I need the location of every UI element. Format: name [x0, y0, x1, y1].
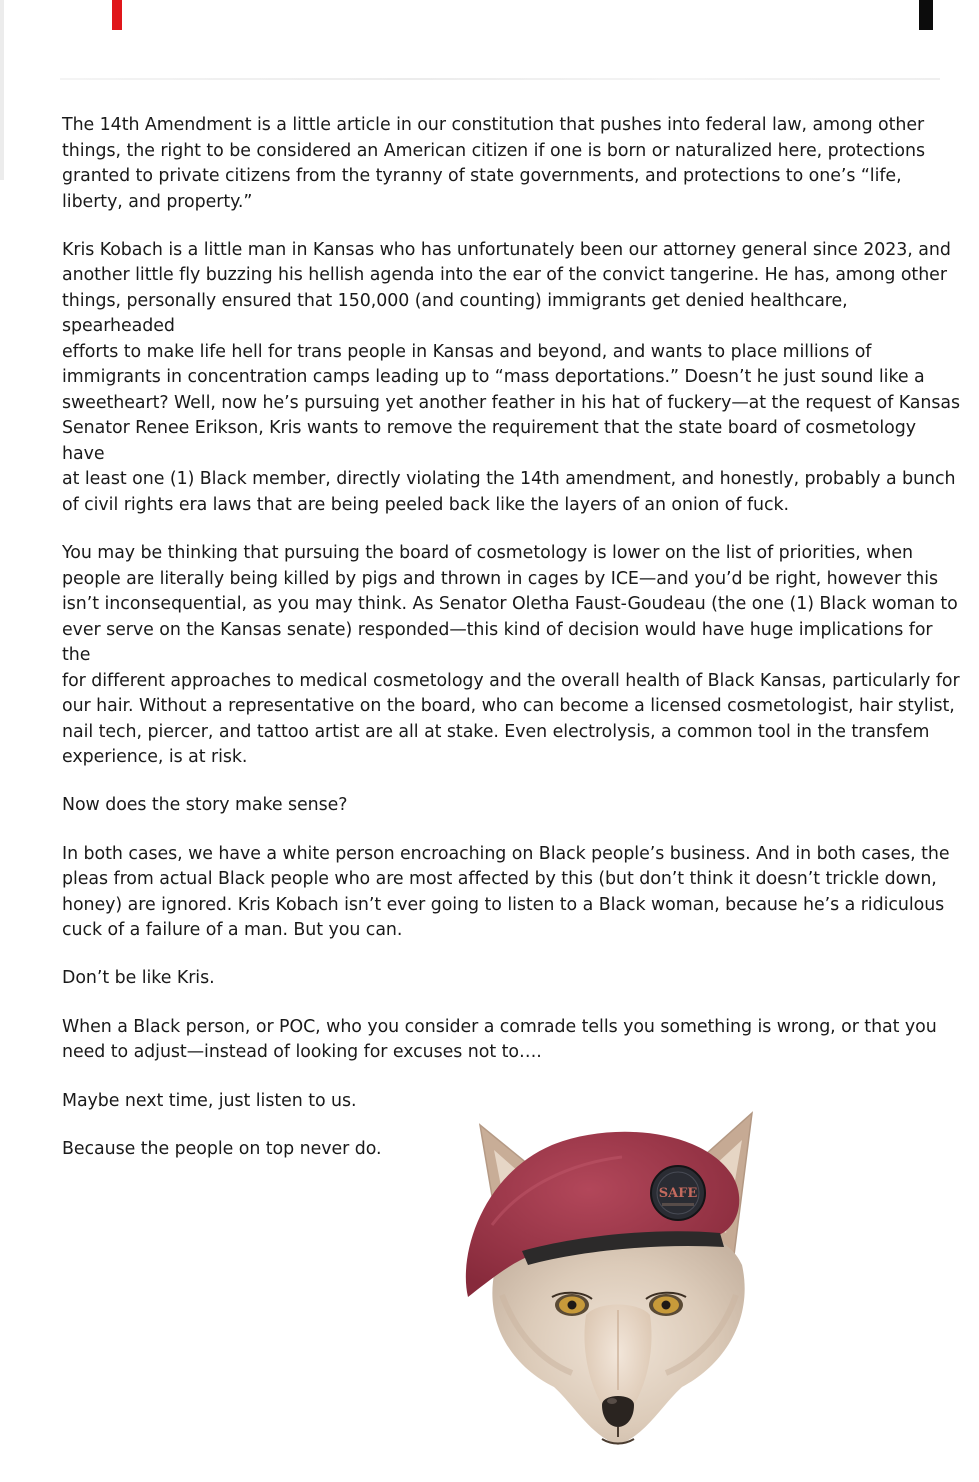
paragraph-14th-amendment: The 14th Amendment is a little article in our constitution that pushes into federal law, among other things, the right to be considered an American citizen if one is born or naturalized here, protections granted to private citizens from the tyranny of state governments, and protections to one’s “life, liberty, and property.”	[62, 115, 925, 212]
paragraph-both-cases: In both cases, we have a white person encroaching on Black people’s business. And in both cases, the pleas from actual Black people who are most affected by this (but don’t think it doesn’t trickle down, honey) are ignored. Kris Kobach isn’t ever going to listen to a Black woman, because he’s a ridiculous cuck of a failure of a man. But you can.	[62, 843, 950, 941]
article-body	[62, 113, 962, 1185]
beret-badge-text: SAFE	[658, 1186, 698, 1201]
header-divider	[60, 78, 940, 80]
paragraph-kris-kobach: Kris Kobach is a little man in Kansas who has unfortunately been our attorney general since 2023, and another little fly buzzing his hellish agenda into the ear of the convict tangerine. He has, among other things, personally ensured that 150,000 (and counting) immigrants get denied healthcare, spearheaded efforts to make life hell for trans people in Kansas and beyond, and wants to place millions of immigrants in concentration camps leading up to “mass deportations.” Doesn’t he just sound like a sweetheart? Well, now he’s pursuing yet another feather in his hat of fuckery—at the request of Kansas Senator Renee Erikson, Kris wants to remove the requirement that the state board of cosmetology have at least one (1) Black member, directly violating the 14th amendment, and honestly, probably a bunch of civil rights era laws that are being peeled back like the layers of an onion of fuck.	[62, 239, 961, 515]
paragraph-cosmetology-board: You may be thinking that pursuing the board of cosmetology is lower on the list of priorities, when people are literally being killed by pigs and thrown in cages by ICE—and you’d be right, however this isn’t inconsequential, as you may think. As Senator Oletha Faust-Goudeau (the one (1) Black woman to ever serve on the Kansas senate) responded—this kind of decision would have huge implications for the for different approaches to medical cosmetology and the overall health of Black Kansas, particularly for our hair. Without a representative on the board, who can become a licensed cosmetologist, hair stylist, nail tech, piercer, and tattoo artist are all at stake. Even electrolysis, a common tool in the transfem experience, is at risk.	[62, 543, 960, 768]
left-edge-shadow	[0, 0, 4, 180]
coyote-beret-illustration	[462, 1105, 774, 1451]
paragraph-closing: Because the people on top never do.	[62, 1138, 382, 1159]
paragraph-comrade: When a Black person, or POC, who you consider a comrade tells you something is wrong, or that you need to adjust—instead of looking for excuses not to….	[62, 1016, 937, 1063]
paragraph-dont-be-like-kris: Don’t be like Kris.	[62, 968, 215, 989]
paragraph-story-question: Now does the story make sense?	[62, 795, 348, 816]
beret-badge	[651, 1166, 705, 1220]
top-black-mark	[919, 0, 933, 30]
paragraph-listen: Maybe next time, just listen to us.	[62, 1090, 357, 1111]
top-red-mark	[112, 0, 122, 30]
